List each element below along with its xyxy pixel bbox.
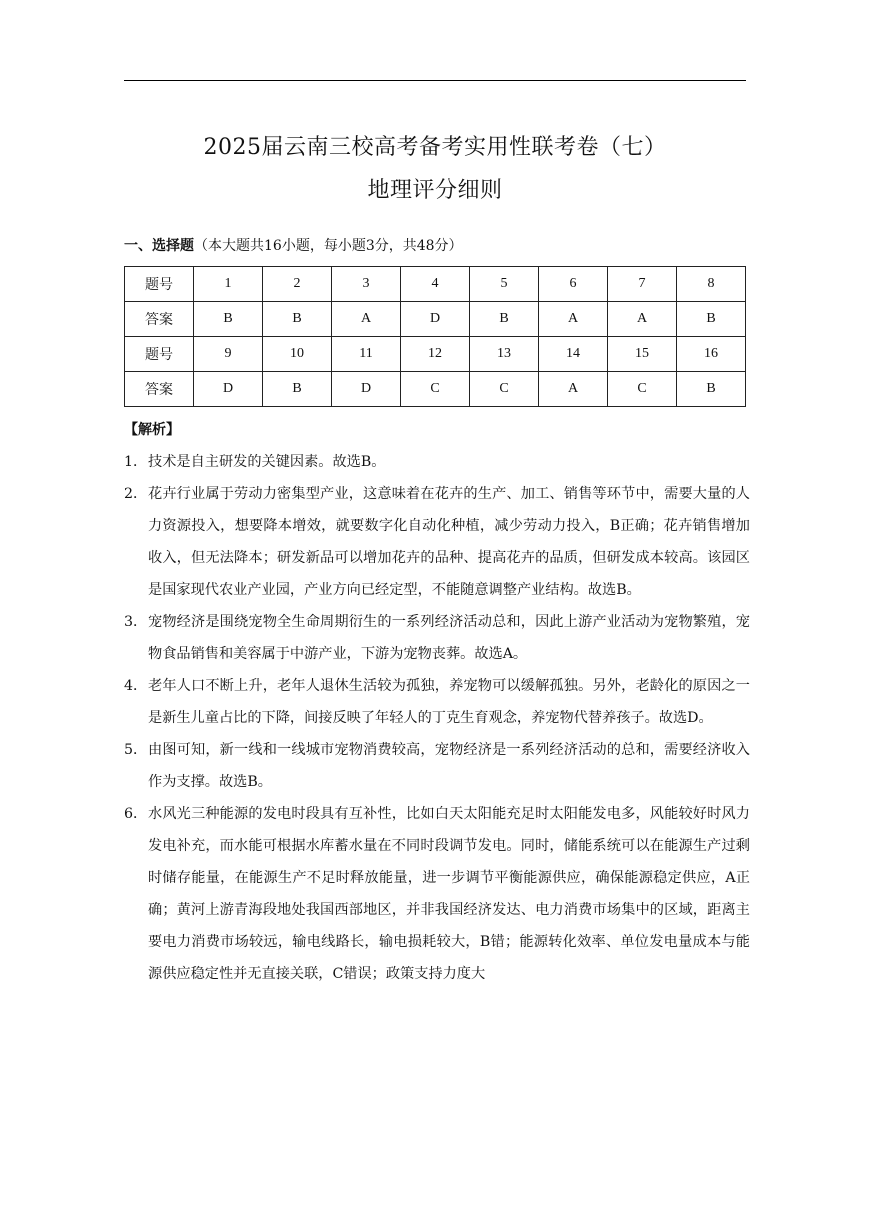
table-cell: 4 — [401, 267, 470, 302]
table-cell: B — [677, 302, 746, 337]
row-label: 题号 — [125, 267, 194, 302]
item-text: 花卉行业属于劳动力密集型产业，这意味着在花卉的生产、加工、销售等环节中，需要大量的人力资源投入，想要降本增效，就要数字化自动化种植，减少劳动力投入，B正确；花卉销售增加收入，但无法降本；研发新品可以增加花卉的品种、提高花卉的品质，但研发成本较高。该园区是国家现代农业产业园，产业方向已经定型，不能随意调整产业结构。故选B。 — [148, 486, 750, 598]
section-note: （本大题共16小题，每小题3分，共48分） — [194, 238, 463, 254]
table-cell: 7 — [608, 267, 677, 302]
item-number: 1． — [124, 454, 148, 470]
table-cell: 14 — [539, 337, 608, 372]
table-cell: 1 — [194, 267, 263, 302]
table-cell: B — [470, 302, 539, 337]
table-row — [125, 267, 746, 302]
analysis-heading: 【解析】 — [124, 422, 180, 438]
table-cell: 6 — [539, 267, 608, 302]
item-text: 宠物经济是围绕宠物全生命周期衍生的一系列经济活动总和，因此上游产业活动为宠物繁殖，宠物食品销售和美容属于中游产业，下游为宠物丧葬。故选A。 — [148, 614, 750, 662]
table-cell: C — [470, 372, 539, 407]
analysis-list — [124, 446, 750, 990]
table-cell: 12 — [401, 337, 470, 372]
table-cell: C — [401, 372, 470, 407]
section-title: 一、选择题 — [124, 238, 194, 254]
row-label: 题号 — [125, 337, 194, 372]
item-text: 技术是自主研发的关键因素。故选B。 — [148, 454, 386, 470]
table-cell: A — [539, 372, 608, 407]
item-number: 3． — [124, 614, 148, 630]
table-cell: 16 — [677, 337, 746, 372]
header-rule — [124, 80, 746, 81]
table-cell: 13 — [470, 337, 539, 372]
list-item — [124, 734, 750, 798]
page-subtitle: 地理评分细则 — [367, 178, 503, 203]
list-item — [124, 798, 750, 990]
table-cell: 5 — [470, 267, 539, 302]
table-cell: B — [677, 372, 746, 407]
table-cell: 15 — [608, 337, 677, 372]
item-number: 6． — [124, 806, 148, 822]
item-text: 由图可知，新一线和一线城市宠物消费较高，宠物经济是一系列经济活动的总和，需要经济收入作为支撑。故选B。 — [148, 742, 750, 790]
table-cell: A — [332, 302, 401, 337]
table-cell: B — [263, 302, 332, 337]
table-cell: D — [401, 302, 470, 337]
table-cell: B — [263, 372, 332, 407]
table-cell: A — [539, 302, 608, 337]
table-cell: 8 — [677, 267, 746, 302]
table-cell: 3 — [332, 267, 401, 302]
table-cell: B — [194, 302, 263, 337]
table-cell: 9 — [194, 337, 263, 372]
row-label: 答案 — [125, 302, 194, 337]
section-heading — [124, 235, 463, 255]
table-cell: C — [608, 372, 677, 407]
table-cell: D — [194, 372, 263, 407]
item-number: 2． — [124, 486, 148, 502]
item-number: 4． — [124, 678, 148, 694]
table-cell: 10 — [263, 337, 332, 372]
table-cell: A — [608, 302, 677, 337]
table-row — [125, 302, 746, 337]
item-number: 5． — [124, 742, 148, 758]
list-item — [124, 478, 750, 606]
table-row — [125, 337, 746, 372]
page-title: 2025届云南三校高考备考实用性联考卷（七） — [203, 135, 667, 160]
row-label: 答案 — [125, 372, 194, 407]
list-item — [124, 446, 750, 478]
table-row — [125, 372, 746, 407]
item-text: 老年人口不断上升，老年人退休生活较为孤独，养宠物可以缓解孤独。另外，老龄化的原因之一是新生儿童占比的下降，间接反映了年轻人的丁克生育观念，养宠物代替养孩子。故选D。 — [148, 678, 750, 726]
table-cell: 11 — [332, 337, 401, 372]
item-text: 水风光三种能源的发电时段具有互补性，比如白天太阳能充足时太阳能发电多，风能较好时风力发电补充，而水能可根据水库蓄水量在不同时段调节发电。同时，储能系统可以在能源生产过剩时储存能量，在能源生产不足时释放能量，进一步调节平衡能源供应，确保能源稳定供应，A正确；黄河上游青海段地处我国西部地区，并非我国经济发达、电力消费市场集中的区域，距离主要电力消费市场较远，输电线路长，输电损耗较大，B错；能源转化效率、单位发电量成本与能源供应稳定性并无直接关联，C错误；政策支持力度大 — [148, 806, 750, 982]
answer-table — [124, 266, 746, 407]
table-cell: 2 — [263, 267, 332, 302]
list-item — [124, 606, 750, 670]
list-item — [124, 670, 750, 734]
table-cell: D — [332, 372, 401, 407]
